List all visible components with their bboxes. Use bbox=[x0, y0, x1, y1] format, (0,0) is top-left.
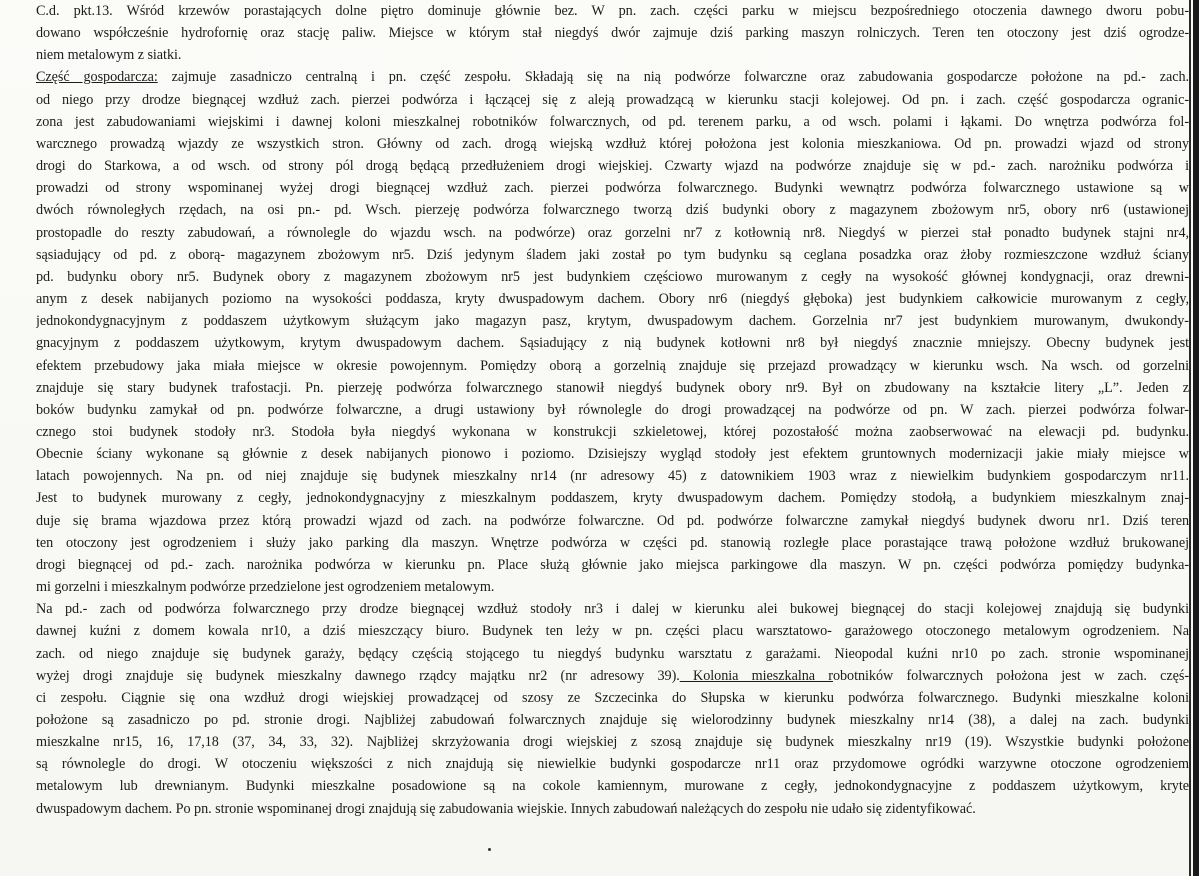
text-line-32: ci zespołu. Ciągnie się ona wzdłuż drogi wiejskiej prowadzącej od szosy ze Szczecinka do Słupska w kierunku podwórza folwarcznego. Budynki mieszkalne koloni bbox=[36, 689, 1189, 706]
text-line-1: C.d. pkt.13. Wśród krzewów porastających dolne piętro dominuje głównie bez. W pn. zach. części parku w miejscu bezpośredniego otoczenia dawnego dworu pobu- bbox=[36, 3, 1189, 19]
text-line-29: dawnej kuźni z domem kowala nr10, a dziś mieszczący biuro. Budynek ten leży w pn. części placu warsztatowo- garażowego otoczonego metalowym ogrodzeniem. Na bbox=[36, 623, 1189, 640]
text-line-16: gnacyjnym z poddaszem użytkowym, krytym dwuspadowym dachem. Sąsiadujący z nią budynek kotłowni nr8 był niegdyś znacznie mniejszy. Obecny budynek jest bbox=[36, 335, 1189, 352]
scan-edge-line bbox=[1189, 0, 1191, 876]
text-line-27: mi gorzelni i mieszkalnym podwórze przedzielone jest ogrodzeniem metalowym. bbox=[36, 579, 495, 596]
text-line-20: cznego stoi budynek stodoły nr3. Stodoła była niegdyś wykonana w konstrukcji szkieletowej, której pozostałość można zaobserwować na elewacji pd. budynku. bbox=[36, 423, 1189, 440]
text-line-6: zona jest zabudowaniami wiejskimi i dawnej koloni mieszkalnej robotników folwarcznych, od pd. terenem parku, a od wsch. polami i łąkami. Do wnętrza podwórza fol- bbox=[36, 113, 1189, 130]
text-line-35: są równolegle do drogi. W otoczeniu większości z nich znajdują się niewielkie budynki gospodarcze nr11 oraz przydomowe ogródki warzywne otoczone ogrodzeniem bbox=[36, 756, 1189, 773]
text-line-24: duje się brama wjazdowa przez którą prowadzi wjazd od zach. na podwórze folwarczne. Od pd. podwórze folwarczne zamykał niegdyś budynek dworu nr1. Dziś teren bbox=[36, 512, 1189, 529]
text-line-31 bbox=[36, 665, 1189, 687]
text-line-31-body: wyżej drogi znajduje się budynek mieszkalny dawnego rządcy majątku nr2 (nr adresowy 39). bbox=[36, 667, 680, 684]
text-line-25: ten otoczony jest ogrodzeniem i służy jako parking dla maszyn. Wnętrze podwórza w części pd. stanowią rozległe place porastające trawą położone wzdłuż brukowanej bbox=[36, 534, 1189, 551]
text-line-17: efektem przebudowy jaka miała miejsce w okresie powojennym. Pomiędzy oborą a gorzelnią znajduje się przejazd prowadzący w kierunku wsch. Na wsch. od gorzelni bbox=[36, 357, 1189, 374]
text-line-7: warcznego prowadzą wjazdy ze wszystkich stron. Główny od zach. drogą wiejską wzdłuż której położona jest kolonia mieszkaniowa. Od pn. prowadzi wjazd od strony bbox=[36, 135, 1189, 152]
text-line-9: prowadzi od strony wspominanej wyżej drogi biegnącej wzdłuż zach. pierzei podwórza folwarcznego. Budynki wewnątrz podwórza folwarcznego ustawione są w bbox=[36, 180, 1189, 197]
text-line-22: latach powojennych. Na pn. od niej znajduje się budynek mieszkalny nr14 (nr adresowy 45) z datownikiem 1903 wraz z niewielkim budynkiem gospodarczym nr11. bbox=[36, 468, 1189, 485]
section-heading-gospodarcza: Część gospodarcza: bbox=[36, 69, 158, 86]
text-line-4-body: zajmuje zasadniczo centralną i pn. część zespołu. Składają się na nią podwórze folwarczne oraz zabudowania gospodarcze położone na pd.- zach. bbox=[171, 69, 1189, 86]
text-line-31-tail: obotników folwarcznych położona jest w zach. częś- bbox=[832, 667, 1189, 684]
text-line-34: mieszkalne nr15, 16, 17,18 (37, 34, 33, 32). Najbliżej skrzyżowania drogi wiejskiej z szosą znajduje się budynek mieszkalny nr19 (19). Wszystkie budynki położone bbox=[36, 734, 1189, 751]
text-line-37: dwuspadowym dachem. Po pn. stronie wspominanej drogi znajdują się zabudowania wiejskie. Innych zabudowań należących do zespołu nie udało się zidentyfikować. bbox=[36, 800, 976, 817]
text-line-18: znajduje się stary budynek trafostacji. Pn. pierzeję podwórza folwarcznego stanowił niegdyś budynek obory nr9. Był on zbudowany na kształcie litery „L”. Jeden z bbox=[36, 379, 1189, 396]
scan-edge-border bbox=[1193, 0, 1199, 876]
text-line-21: Obecnie ściany wykonane są głównie z desek nabijanych pionowo i poziomo. Dzisiejszy wygląd stodoły jest efektem gruntownych modernizacji jakie miały miejsce w bbox=[36, 446, 1189, 463]
text-line-19: boków budynku zamykał od pn. podwórze folwarczne, a drugi ustawiony był równolegle do drogi prowadzącej na podwórze od pn. W zach. pierzei podwórza folwar- bbox=[36, 401, 1189, 418]
section-heading-kolonia: Kolonia mieszkalna r bbox=[679, 667, 833, 684]
text-line-14: anym z desek nabijanych poziomo na wysokości poddasza, kryty dwuspadowym dachem. Obory nr6 (niegdyś głęboka) jest budynkiem całkowicie murowanym z cegły, bbox=[36, 291, 1189, 308]
text-line-11: prostopadle do reszty zabudowań, a równolegle do wjazdu wsch. na podwórze) oraz gorzelni nr7 z kotłownią nr8. Niegdyś w pierzei stał ponadto budynek stajni nr4, bbox=[36, 224, 1189, 241]
text-line-30: zach. od niego znajduje się budynek garaży, będący częścią stojącego tu niegdyś budynku warsztatu z garażami. Nieopodal kuźni nr10 po zach. stronie wspominanej bbox=[36, 645, 1189, 662]
text-line-33: położone są zasadniczo po pd. stronie drogi. Najbliżej zabudowań folwarcznych znajduje się wielorodzinny budynek mieszkalny nr14 (38), a dalej na zach. budynki bbox=[36, 712, 1189, 728]
text-line-5: od niego przy drodze biegnącej wzdłuż zach. pierzei podwórza i łączącej się z aleją prowadzącą w kierunku stacji kolejowej. Od pn. i zach. część gospodarcza ogranic- bbox=[36, 91, 1189, 108]
text-line-10: dwóch równoległych rzędach, na osi pn.- pd. Wsch. pierzeję podwórza folwarcznego tworzą dziś budynki obory z magazynem zbożowym nr5, obory nr6 (ustawionej bbox=[36, 202, 1189, 219]
document-text bbox=[36, 0, 1189, 820]
text-line-26: drogi biegnącej od pd.- zach. narożnika podwórza w kierunku pn. Place służą głównie jako miejsca parkingowe dla maszyn. W pn. części podwórza pomiędzy budynka- bbox=[36, 556, 1189, 573]
text-line-36: metalowym lub drewnianym. Budynki mieszkalne posadowione są na cokole kamiennym, murowane z cegły, jednokondygnacyjne z poddaszem użytkowym, kryte bbox=[36, 778, 1189, 795]
text-line-4 bbox=[36, 66, 1189, 88]
text-line-15: jednokondygnacyjnym z poddaszem użytkowym służącym jako magazyn pasz, krytym, dwuspadowym dachem. Gorzelnia nr7 jest budynkiem murowanym, dwukondy- bbox=[36, 313, 1189, 330]
text-line-12: sąsiadujący od pd. z oborą- magazynem zbożowym nr5. Dziś jedynym śladem jaki został po tym budynku są ceglana posadzka oraz żłoby rozmieszczone wzdłuż ściany bbox=[36, 246, 1189, 263]
scan-speck bbox=[488, 848, 491, 851]
text-line-23: Jest to budynek murowany z cegły, jednokondygnacyjny z mieszkalnym poddaszem, kryty dwuspadowym dachem. Pomiędzy stodołą, a budynkiem mieszkalnym znaj- bbox=[36, 490, 1189, 507]
text-line-2: dowano współcześnie hydrofornię oraz stację paliw. Miejsce w którym stał niegdyś dwór zajmuje dziś parking maszyn rolniczych. Teren ten otoczony jest dziś ogrodze- bbox=[36, 25, 1189, 42]
text-line-3: niem metalowym z siatki. bbox=[36, 47, 182, 64]
text-line-28: Na pd.- zach od podwórza folwarcznego przy drodze biegnącej wzdłuż stodoły nr3 i dalej w kierunku alei bukowej biegnącej do stacji kolejowej znajdują się budynki bbox=[36, 601, 1189, 618]
text-line-8: drogi do Starkowa, a od wsch. od strony pól drogą będącą przedłużeniem drogi wiejskiej. Czwarty wjazd na podwórze znajduje się w pd.- zach. narożniku podwórza i bbox=[36, 158, 1189, 175]
text-line-13: pd. budynku obory nr5. Budynek obory z magazynem zbożowym nr5 jest budynkiem częściowo murowanym z cegły na wysokość głównej kondygnacji, oraz drewni- bbox=[36, 268, 1189, 285]
